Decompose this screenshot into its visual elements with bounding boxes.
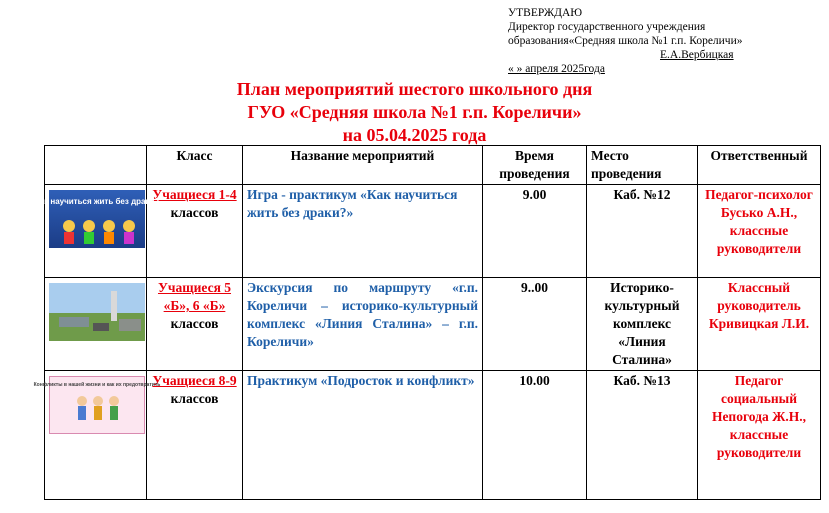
approval-position: Директор государственного учреждения	[508, 21, 706, 33]
header-class: Класс	[147, 146, 243, 185]
header-event: Название мероприятий	[243, 146, 483, 185]
row-class-cell	[147, 278, 243, 371]
row-class-cell	[147, 371, 243, 500]
event-time: 9.00	[483, 185, 587, 278]
table-row	[45, 185, 821, 278]
header-responsible: Ответственный	[698, 146, 821, 185]
table-row	[45, 278, 821, 371]
event-responsible: Педагог-психолог Бусько А.Н., классные руководители	[698, 185, 821, 278]
event-name: Экскурсия по маршруту «г.п. Кореличи – историко-культурный комплекс «Линия Сталина» – г.п. Кореличи»	[243, 278, 483, 371]
illustration-caption: Конфликты в нашей жизни и как их предотвратить	[33, 382, 161, 388]
event-responsible: Педагог социальный Непогода Ж.Н., классные руководители	[698, 371, 821, 500]
class-suffix: классов	[170, 316, 219, 331]
header-time: Время проведения	[483, 146, 587, 185]
event-name: Практикум «Подросток и конфликт»	[243, 371, 483, 500]
table-row	[45, 371, 821, 500]
class-suffix: классов	[170, 391, 219, 406]
event-responsible: Классный руководитель Кривицкая Л.И.	[698, 278, 821, 371]
conflict-illustration	[33, 376, 161, 434]
plan-date: на 05.04.2025 года	[342, 125, 487, 145]
event-place: Каб. №13	[587, 371, 698, 500]
class-suffix: классов	[170, 205, 219, 220]
header-image	[45, 146, 147, 185]
class-label: Учащиеся 1-4	[152, 187, 237, 202]
row-class-cell	[147, 185, 243, 278]
events-table	[33, 145, 821, 500]
event-place: Каб. №12	[587, 185, 698, 278]
stalin-line-photo	[49, 283, 145, 341]
no-fighting-illustration	[34, 190, 160, 248]
class-label: Учащиеся 5 «Б», 6 «Б»	[157, 280, 232, 313]
row-image-cell	[45, 278, 147, 371]
event-name: Игра - практикум «Как научиться жить без драки?»	[243, 185, 483, 278]
school-title: ГУО «Средняя школа №1 г.п. Кореличи»	[247, 102, 582, 122]
approval-signature: Е.А.Вербицкая	[660, 49, 734, 61]
row-image-cell	[33, 371, 161, 500]
approval-date: « » апреля 2025года	[508, 63, 605, 75]
event-time: 9..00	[483, 278, 587, 371]
event-time: 10.00	[483, 371, 587, 500]
class-label: Учащиеся 8-9	[152, 373, 237, 388]
approval-title: УТВЕРЖДАЮ	[508, 7, 583, 19]
illustration-caption: Как научиться жить без драки?	[34, 197, 160, 206]
event-place: Историко-культурный комплекс «Линия Сталина»	[587, 278, 698, 371]
plan-title: План мероприятий шестого школьного дня	[236, 79, 593, 99]
table-header-row	[45, 146, 821, 185]
approval-organization: образования«Средняя школа №1 г.п. Кореличи»	[508, 35, 743, 47]
header-place: Место проведения	[587, 146, 698, 185]
row-image-cell	[34, 185, 160, 278]
approval-block	[508, 6, 743, 76]
